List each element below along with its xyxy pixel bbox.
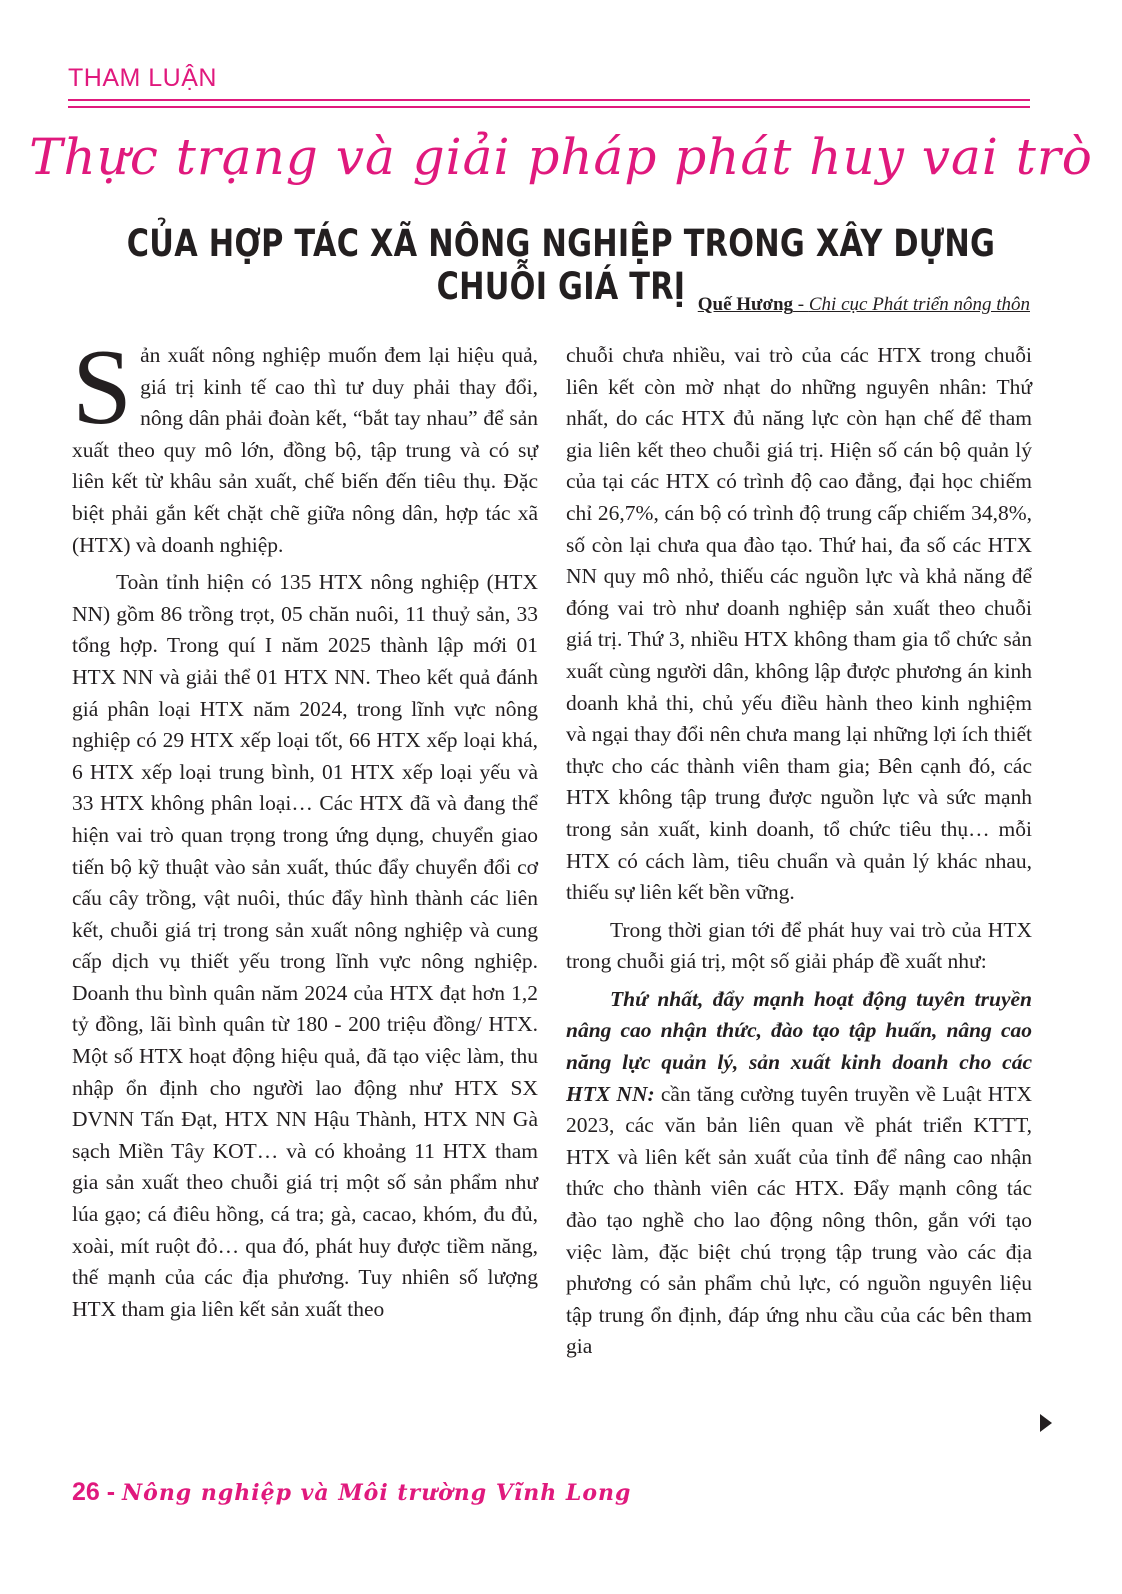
author-organization: Chi cục Phát triển nông thôn [808, 294, 1030, 315]
header-rule-bottom [68, 106, 1030, 108]
paragraph: Trong thời gian tới để phát huy vai trò của HTX trong chuỗi giá trị, một số giải pháp đề xuất như: [566, 917, 1032, 974]
article-title-line1: Thực trạng và giải pháp phát huy vai trò [29, 128, 1093, 186]
author-name: Quế Hương [697, 294, 794, 315]
solution-heading: Thứ nhất, đẩy mạnh hoạt động tuyên truyền nâng cao nhận thức, đào tạo tập huấn, nâng cao năng lực quản lý, sản xuất kinh doanh cho các HTX NN: [566, 986, 1032, 1106]
right-column [566, 340, 1032, 1369]
section-label: THAM LUẬN [68, 64, 217, 92]
byline [698, 294, 1030, 316]
page-footer [72, 1478, 631, 1507]
paragraph-intro [72, 328, 538, 561]
continued-arrow-icon [1040, 1414, 1052, 1432]
intro-text: ản xuất nông nghiệp muốn đem lại hiệu quả, giá trị kinh tế cao thì tư duy phải thay đổi, nông dân phải đoàn kết, “bắt tay nhau” để sản xuất theo quy mô lớn, đồng bộ, tập trung và có sự liên kết từ khâu sản xuất, chế biến đến tiêu thụ. Đặc biệt phải gắn kết chặt chẽ giữa nông dân, hợp tác xã (HTX) và doanh nghiệp. [72, 343, 538, 557]
article-title-line2: CỦA HỢP TÁC XÃ NÔNG NGHIỆP TRONG XÂY DỰNG CHUỖI GIÁ TRỊ [126, 222, 996, 308]
left-column [72, 328, 538, 1331]
paragraph-continued: chuỗi chưa nhiều, vai trò của các HTX trong chuỗi liên kết còn mờ nhạt do những nguyên nhân: Thứ nhất, do các HTX đủ năng lực còn hạn chế để tham gia liên kết theo chuỗi giá trị. Hiện số cán bộ quản lý của tại các HTX có trình độ cao đẳng, đại học chiếm chỉ 26,7%, cán bộ có trình độ trung cấp chiếm 34,8%, số còn lại chưa qua đào tạo. Thứ hai, đa số các HTX NN quy mô nhỏ, thiếu các nguồn lực và khả năng để đóng vai trò như doanh nghiệp sản xuất theo chuỗi giá trị. Thứ 3, nhiều HTX không tham gia tổ chức sản xuất cùng người dân, không lập được phương án kinh doanh khả thi, chủ yếu điều hành theo kinh nghiệm và ngại thay đổi nên chưa mang lại những lợi ích thiết thực cho các thành viên tham gia; Bên cạnh đó, các HTX không tập trung được nguồn lực và sức mạnh trong sản xuất, kinh doanh, tổ chức tiêu thụ… mỗi HTX có cách làm, tiêu chuẩn và quản lý khác nhau, thiếu sự liên kết bền vững. [566, 343, 1032, 905]
solution-body: cần tăng cường tuyên truyền về Luật HTX 2023, các văn bản liên quan về phát triển KTTT, HTX và liên kết sản xuất của tỉnh để nâng cao nhận thức cho thành viên các HTX. Đẩy mạnh công tác đào tạo nghề cho lao động nông thôn, gắn với tạo việc làm, đặc biệt chú trọng tập trung vào các địa phương có sản phẩm chủ lực, có nguồn nguyên liệu tập trung ổn định, đáp ứng nhu cầu của các bên tham gia [566, 1081, 1032, 1359]
drop-cap: S [72, 328, 133, 447]
paragraph-solution-1 [566, 984, 1032, 1363]
byline-separator: - [793, 294, 809, 315]
magazine-name: Nông nghiệp và Môi trường Vĩnh Long [122, 1480, 632, 1506]
header-rule-top [68, 99, 1030, 101]
paragraph: Toàn tỉnh hiện có 135 HTX nông nghiệp (HTX NN) gồm 86 trồng trọt, 05 chăn nuôi, 11 thuỷ sản, 33 tổng hợp. Trong quí I năm 2025 thành lập mới 01 HTX NN và giải thể 01 HTX NN. Theo kết quả đánh giá phân loại HTX năm 2024, trong lĩnh vực nông nghiệp có 29 HTX xếp loại tốt, 66 HTX xếp loại khá, 6 HTX xếp loại trung bình, 01 HTX xếp loại yếu và 33 HTX không phân loại… Các HTX đã và đang thể hiện vai trò quan trọng trong ứng dụng, chuyển giao tiến bộ kỹ thuật vào sản xuất, thúc đẩy chuyển đổi cơ cấu cây trồng, vật nuôi, thúc đẩy hình thành các liên kết, chuỗi giá trị trong sản xuất nông nghiệp và cung cấp dịch vụ thiết yếu trong lĩnh vực nông nghiệp. Doanh thu bình quân năm 2024 của HTX đạt hơn 1,2 tỷ đồng, lãi bình quân từ 180 - 200 triệu đồng/ HTX. Một số HTX hoạt động hiệu quả, đã tạo việc làm, thu nhập ổn định cho người lao động như HTX SX DVNN Tấn Đạt, HTX NN Hậu Thành, HTX NN Gà sạch Miền Tây KOT… và có khoảng 11 HTX tham gia sản xuất theo chuỗi giá trị một số sản phẩm như lúa gạo; cá điêu hồng, cá tra; gà, cacao, khóm, đu đủ, xoài, mít ruột đỏ… qua đó, phát huy được tiềm năng, thế mạnh của các địa phương. Tuy nhiên số lượng HTX tham gia liên kết sản xuất theo [72, 570, 538, 1321]
page-number: 26 - [72, 1478, 123, 1506]
